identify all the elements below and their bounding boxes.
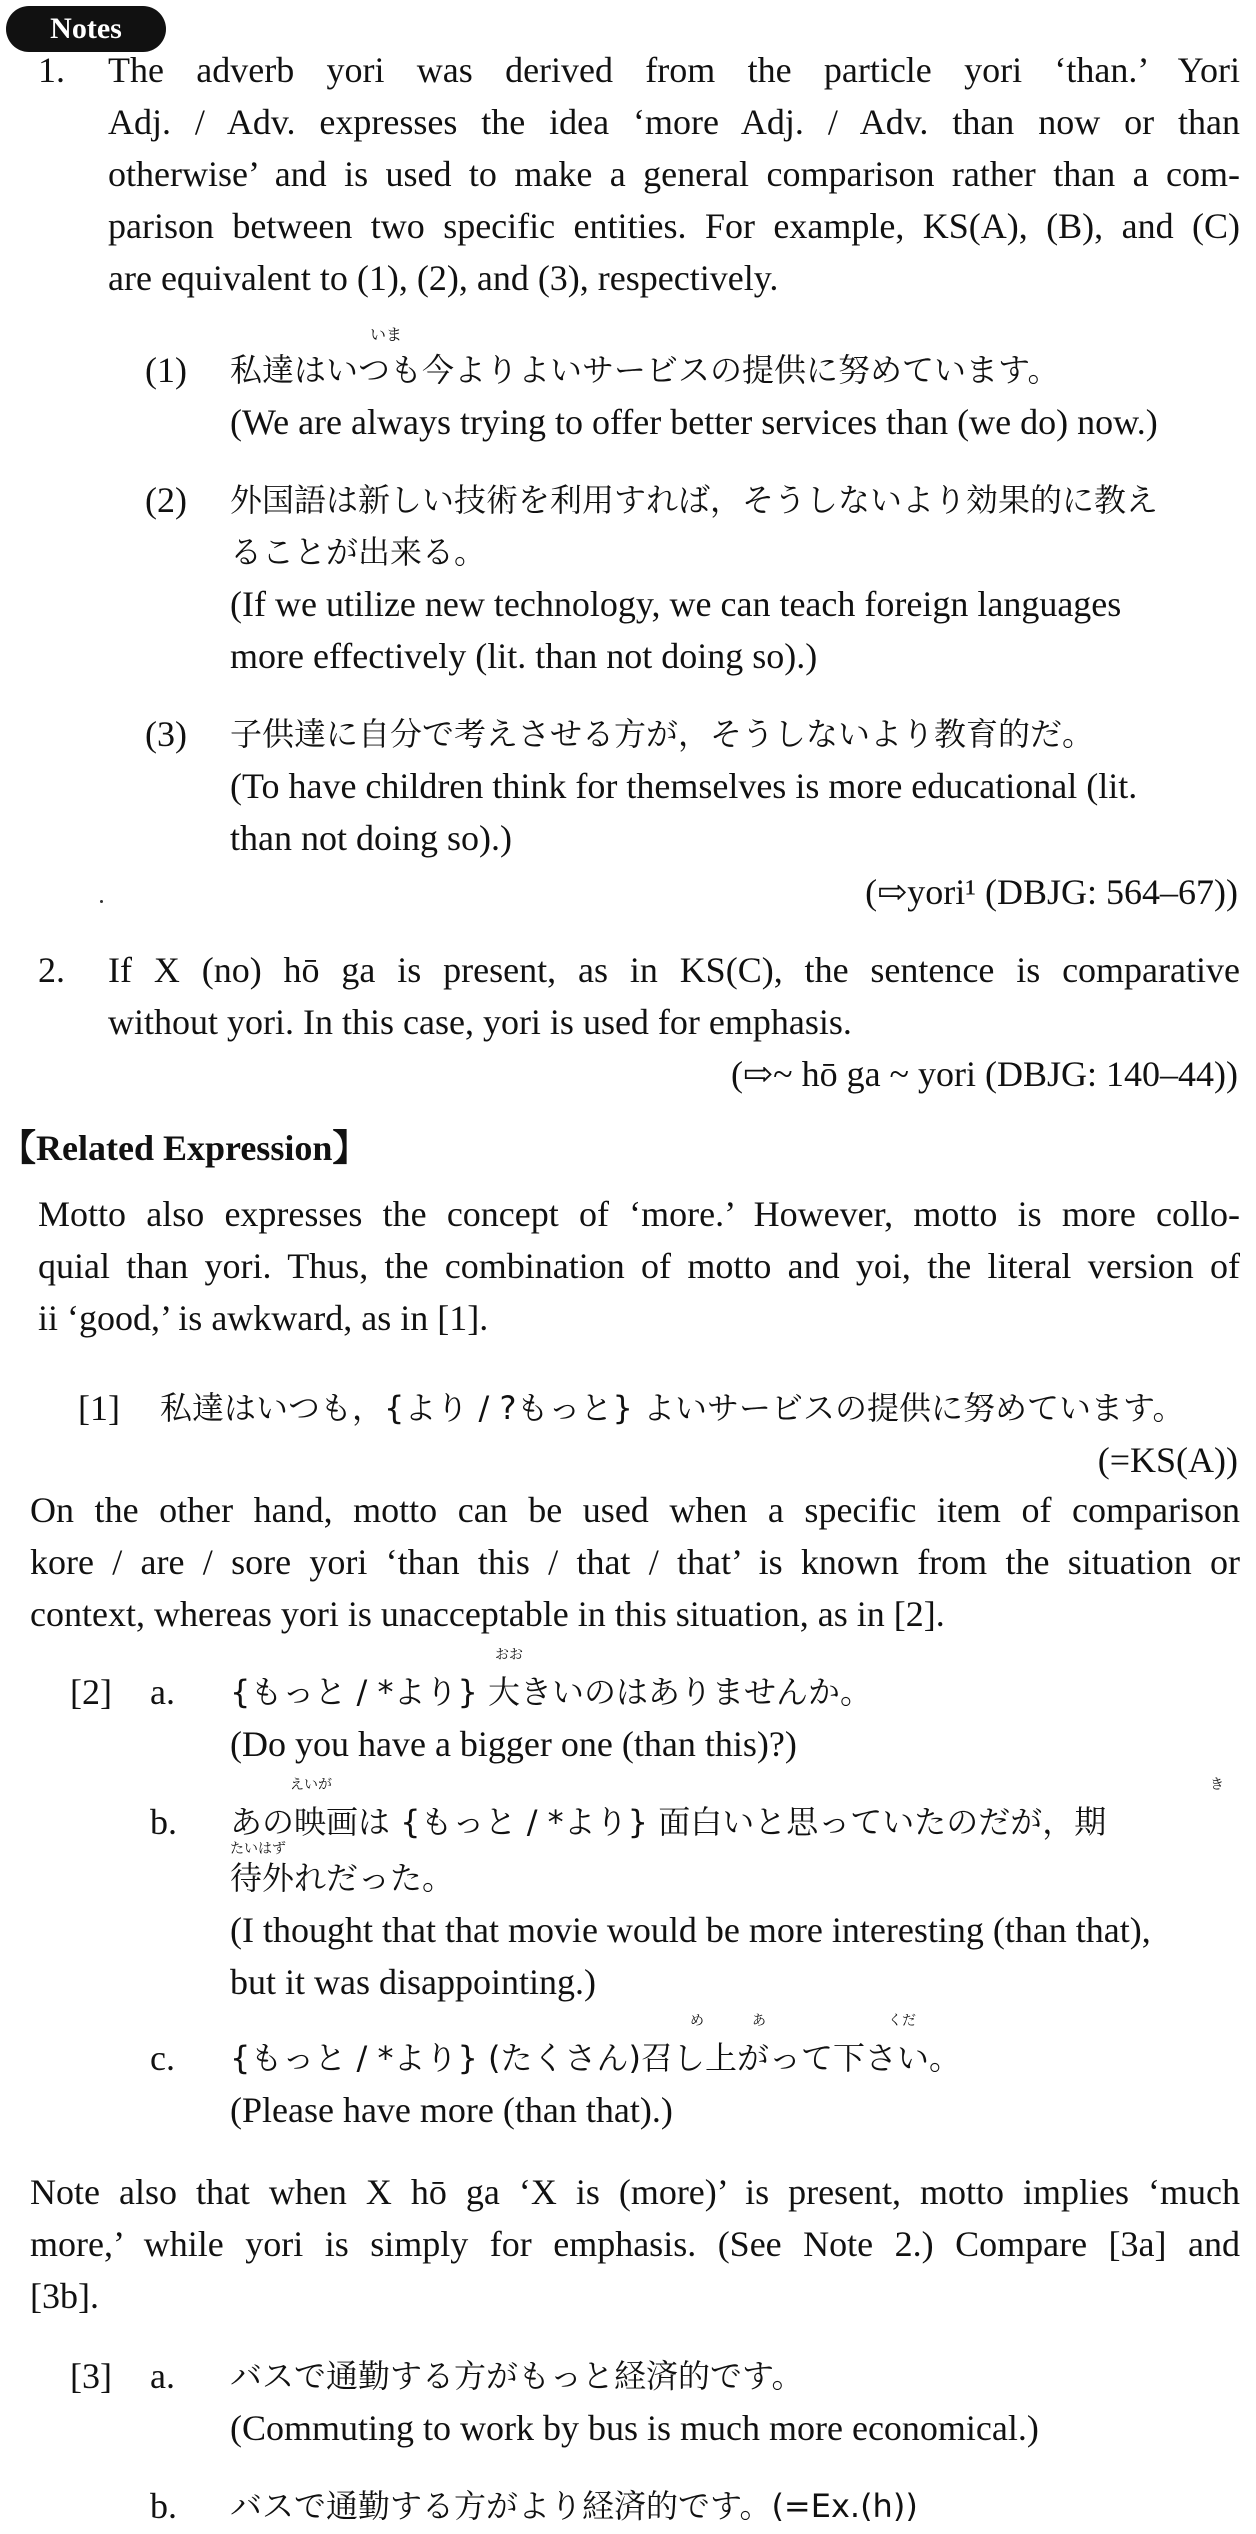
related-para3-line-3: [3b].: [30, 2276, 99, 2316]
related-para3-line-1: Note also that when X hō ga ‘X is (more)’ is present, motto implies ‘much: [30, 2172, 1240, 2212]
note1-line-2: Adj. / Adv. expresses the idea ‘more Adj. / Adv. than now or than: [108, 102, 1240, 142]
note1-line-1: The adverb yori was derived from the particle yori ‘than.’ Yori: [108, 50, 1240, 90]
example-3-number: (3): [145, 714, 187, 754]
example-2-japanese-1: 外国語は新しい技術を利用すれば，そうしないより効果的に教え: [230, 481, 1159, 519]
related-para2-line-2: kore / are / sore yori ‘than this / that / that’ is known from the situation or: [30, 1542, 1240, 1582]
ex2b-english-1: (I thought that that movie would be more interesting (than that),: [230, 1910, 1151, 1950]
note2-line-1: If X (no) hō ga is present, as in KS(C), the sentence is comparative: [108, 950, 1240, 990]
ex3-number: [3]: [70, 2356, 112, 2396]
example-1-number: (1): [145, 350, 187, 390]
example-2-english-2: more effectively (lit. than not doing so).): [230, 636, 818, 676]
note2-reference: (⇨~ hō ga ~ yori (DBJG: 140–44)): [730, 1054, 1238, 1094]
related-para1-line-1: Motto also expresses the concept of ‘more.’ However, motto is more collo-: [38, 1194, 1240, 1234]
related-para1-line-3: ii ‘good,’ is awkward, as in [1].: [38, 1298, 489, 1338]
furigana-kuda: くだ: [888, 2013, 916, 2029]
note1-line-3: otherwise’ and is used to make a general comparison rather than a com-: [108, 154, 1240, 194]
note1-line-4: parison between two specific entities. For example, KS(A), (B), and (C): [108, 206, 1240, 246]
ex1-reference: (=KS(A)): [1097, 1440, 1238, 1480]
furigana-oo: おお: [495, 1647, 523, 1663]
furigana-ima: いま: [370, 325, 403, 344]
furigana-ki: き: [1210, 1777, 1224, 1793]
ex3a-letter: a.: [150, 2356, 175, 2396]
note2-number: 2.: [38, 950, 65, 990]
furigana-taihazu: たいはず: [230, 1841, 286, 1857]
example-1-english: (We are always trying to offer better services than (we do) now.): [230, 402, 1158, 442]
furigana-me: め: [690, 2013, 704, 2029]
example-3-english-2: than not doing so).): [230, 818, 512, 858]
ex3a-japanese: バスで通勤する方がもっと経済的です。: [230, 2357, 804, 2395]
note1-reference: (⇨yori¹ (DBJG: 564–67)): [865, 872, 1238, 912]
ex1-japanese: 私達はいつも，{より / ?もっと} よいサービスの提供に努めています。: [160, 1389, 1185, 1427]
example-2-number: (2): [145, 480, 187, 520]
example-3-japanese: 子供達に自分で考えさせる方が，そうしないより教育的だ。: [230, 715, 1095, 753]
ex2b-letter: b.: [150, 1802, 177, 1842]
furigana-eiga: えいが: [290, 1777, 332, 1793]
ex3b-letter: b.: [150, 2486, 177, 2526]
ex1-number: [1]: [78, 1388, 120, 1428]
related-para2-line-1: On the other hand, motto can be used when a specific item of comparison: [30, 1490, 1240, 1530]
ex2b-japanese-1: あの映画は {もっと / *より} 面白いと思っていたのだが，期: [230, 1803, 1107, 1841]
note1-number: 1.: [38, 50, 65, 90]
ex3b-japanese: バスで通勤する方がより経済的です。(=Ex.(h)): [230, 2487, 918, 2525]
ex2b-english-2: but it was disappointing.): [230, 1962, 596, 2002]
related-para1-line-2: quial than yori. Thus, the combination of motto and yoi, the literal version of: [38, 1246, 1240, 1286]
example-3-english-1: (To have children think for themselves is more educational (lit.: [230, 766, 1138, 806]
related-heading: 【Related Expression】: [0, 1128, 369, 1168]
related-para2-line-3: context, whereas yori is unacceptable in this situation, as in [2].: [30, 1594, 945, 1634]
example-1-japanese: 私達はいつも今よりよいサービスの提供に努めています。: [230, 351, 1060, 389]
notes-badge: Notes: [6, 6, 166, 52]
ex2a-english: (Do you have a bigger one (than this)?): [230, 1724, 797, 1764]
example-2-japanese-2: ることが出来る。: [230, 533, 487, 571]
note2-line-2: without yori. In this case, yori is used for emphasis.: [108, 1002, 852, 1042]
ex2c-japanese: {もっと / *より} (たくさん)召し上がって下さい。: [230, 2039, 961, 2077]
ex2a-japanese: {もっと / *より} 大きいのはありませんか。: [230, 1673, 873, 1711]
related-para3-line-2: more,’ while yori is simply for emphasis. (See Note 2.) Compare [3a] and: [30, 2224, 1240, 2264]
ex2a-letter: a.: [150, 1672, 175, 1712]
ex2b-japanese-2: 待外れだった。: [230, 1859, 455, 1897]
furigana-a: あ: [752, 2013, 766, 2029]
ex2-number: [2]: [70, 1672, 112, 1712]
note1-line-5: are equivalent to (1), (2), and (3), respectively.: [108, 258, 779, 298]
ex2c-letter: c.: [150, 2038, 175, 2078]
ex3a-english: (Commuting to work by bus is much more economical.): [230, 2408, 1039, 2448]
stray-dot: [100, 900, 103, 903]
example-2-english-1: (If we utilize new technology, we can teach foreign languages: [230, 584, 1122, 624]
ex2c-english: (Please have more (than that).): [230, 2090, 673, 2130]
